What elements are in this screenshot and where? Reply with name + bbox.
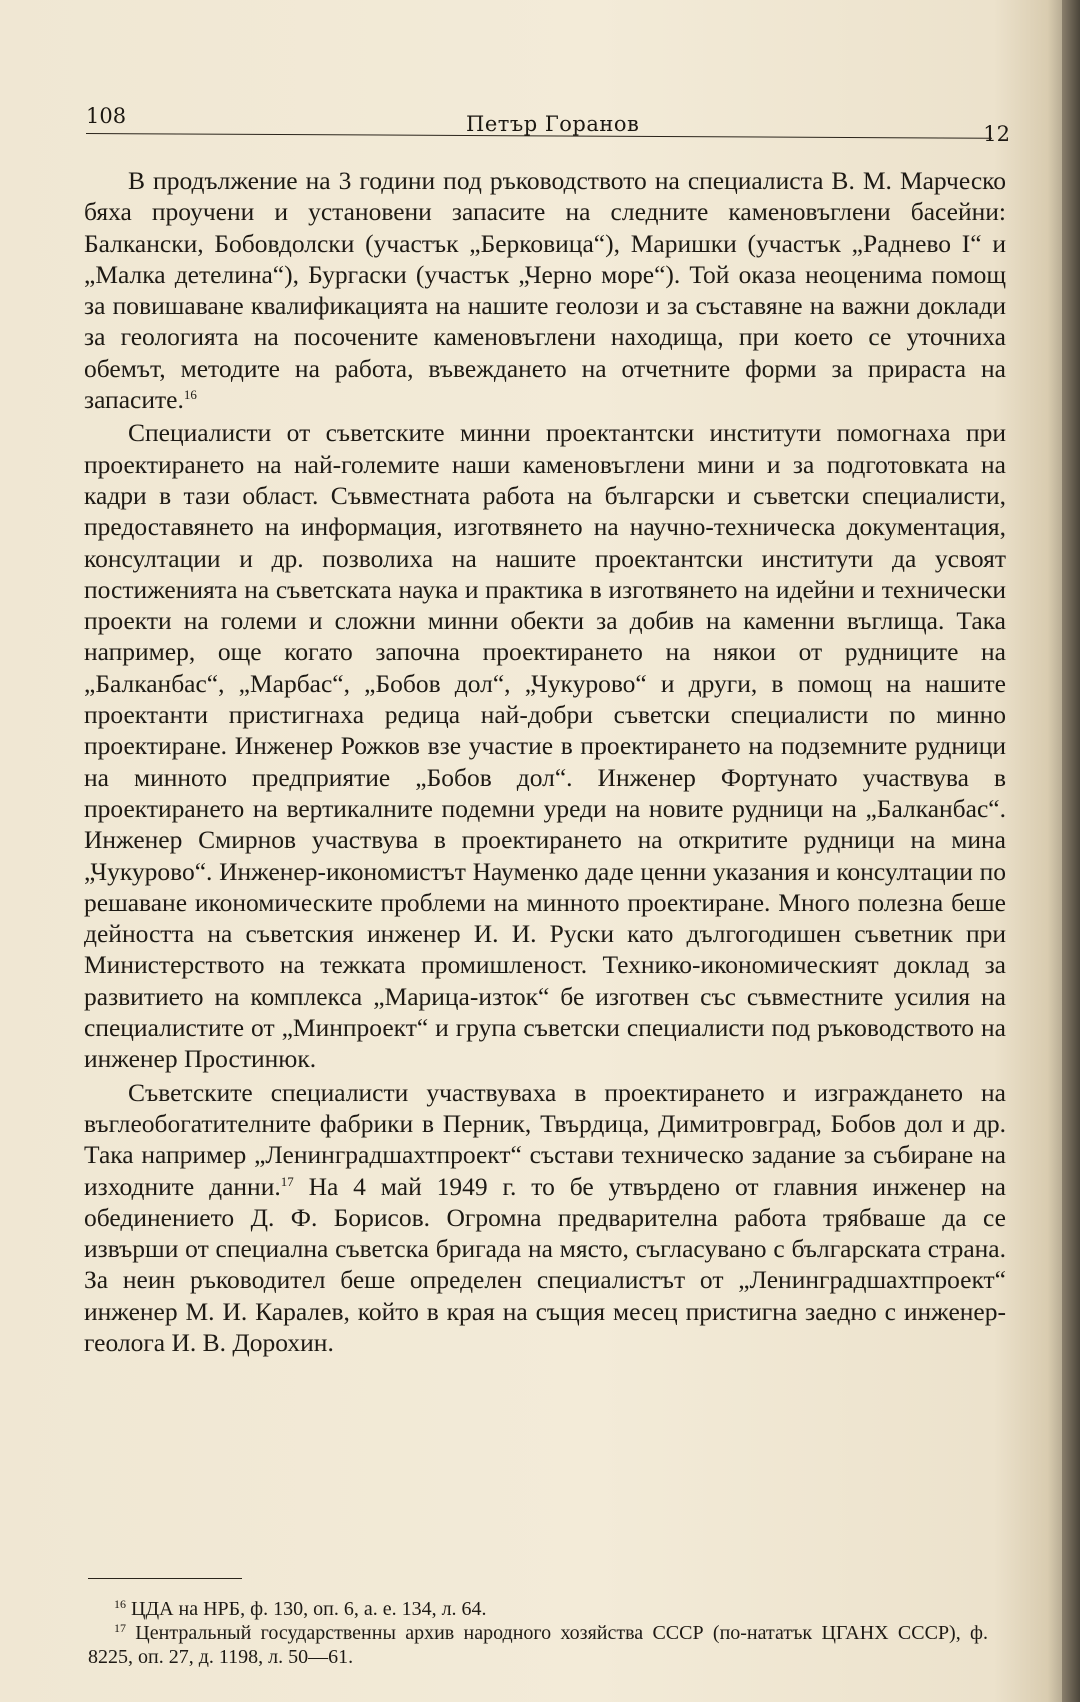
running-title: Петър Горанов [466, 112, 640, 136]
paragraph-text: В продължение на 3 години под ръководството на специалиста В. М. Марческо бяха проучени и установени запасите на следните каменовъглени басейни: Балкански, Бобовдолски (участък „Берковица“), Маришки (участък „Раднево I“ и „Малка детелина“), Бургаски (участък „Черно море“). Той оказа неоценима помощ за повишаване квалификацията на нашите геолози и за съставяне на важни доклади за геологията на посочените каменовъглени находища, при което се уточниха обемът, методите на работа, въвеждането на отчетните форми за прираста на запасите. [84, 166, 1006, 415]
footnote-text: ЦДА на НРБ, ф. 130, оп. 6, а. е. 134, л. 64. [126, 1598, 487, 1620]
footnote [88, 1621, 988, 1669]
paragraph-text: На 4 май 1949 г. то бе утвърдено от главния инженер на обединението Д. Ф. Борисов. Огромна предварителна работа трябваше да се извърши от специална съветска бригада на място, съгласувано с българската страна. За неин ръководител беше определен специалистът от „Ленинградшахтпроект“ инженер М. И. Каралев, който в края на същия месец пристигна заедно с инженер-геолога И. В. Дорохин. [84, 1171, 1006, 1357]
paragraph [84, 165, 1006, 415]
paragraph-text: Специалисти от съветските минни проектантски институти помогнаха при проектирането на най-големите наши каменовъглени мини и за подготовката на кадри в тази област. Съвместната работа на български и съветски специалисти, предоставянето на информация, изготвянето на научно-техническа документация, консултации и др. позволиха на нашите проектантски институти да усвоят постиженията на съветската наука и практика в изготвянето на идейни и технически проекти на големи и сложни минни обекти за добив на каменни въглища. Така например, още когато започна проектирането на някои от рудниците на „Балканбас“, „Марбас“, „Бобов дол“, „Чукурово“ и други, в помощ на нашите проектанти пристигнаха редица най-добри съветски специалисти по минно проектиране. Инженер Рожков взе участие в проектирането на подземните рудници на минното предприятие „Бобов дол“. Инженер Фортунато участвува в проектирането на вертикалните подемни уреди на новите рудници на „Балканбас“. Инженер Смирнов участвува в проектирането на откритите рудници на мина „Чукурово“. Инженер-икономистът Науменко даде ценни указания и консултации по решаване икономическите проблеми на минното проектиране. Много полезна беше дейността на съветския инженер И. И. Руски като дългогодишен съветник при Министерството на тежката промишленост. Технико-икономическият доклад за развитието на комплекса „Марица-изток“ бе изготвен със съвместните усилия на специалистите от „Минпроект“ и група съветски специалисти под ръководството на инженер Простинюк. [84, 418, 1006, 1074]
book-spine-shadow [1062, 0, 1080, 1702]
paragraph [84, 1077, 1006, 1359]
footnote-mark: 17 [114, 1621, 126, 1635]
page-number: 108 [86, 104, 127, 128]
footnote-ref[interactable]: 17 [280, 1173, 294, 1189]
footnote-mark: 16 [114, 1597, 126, 1611]
main-text [84, 165, 1006, 1358]
paragraph [84, 417, 1006, 1074]
footnote [88, 1597, 988, 1621]
paragraph-text: Съветските специалисти участвуваха в проектирането и изграждането на въглеобогатителните фабрики в Перник, Твърдица, Димитровград, Бобов дол и др. Така например „Ленинградшахтпроект“ състави техническо задание за събиране на изходните данни. [84, 1077, 1006, 1201]
footnote-rule [88, 1578, 242, 1579]
chapter-number: 12 [983, 122, 1010, 146]
footnote-ref[interactable]: 16 [183, 387, 197, 403]
footnotes [88, 1597, 988, 1669]
footnote-text: Центральный государственны архив народного хозяйства СССР (по-нататък ЦГАНХ СССР), ф. 8225, оп. 27, д. 1198, л. 50—61. [88, 1622, 988, 1668]
